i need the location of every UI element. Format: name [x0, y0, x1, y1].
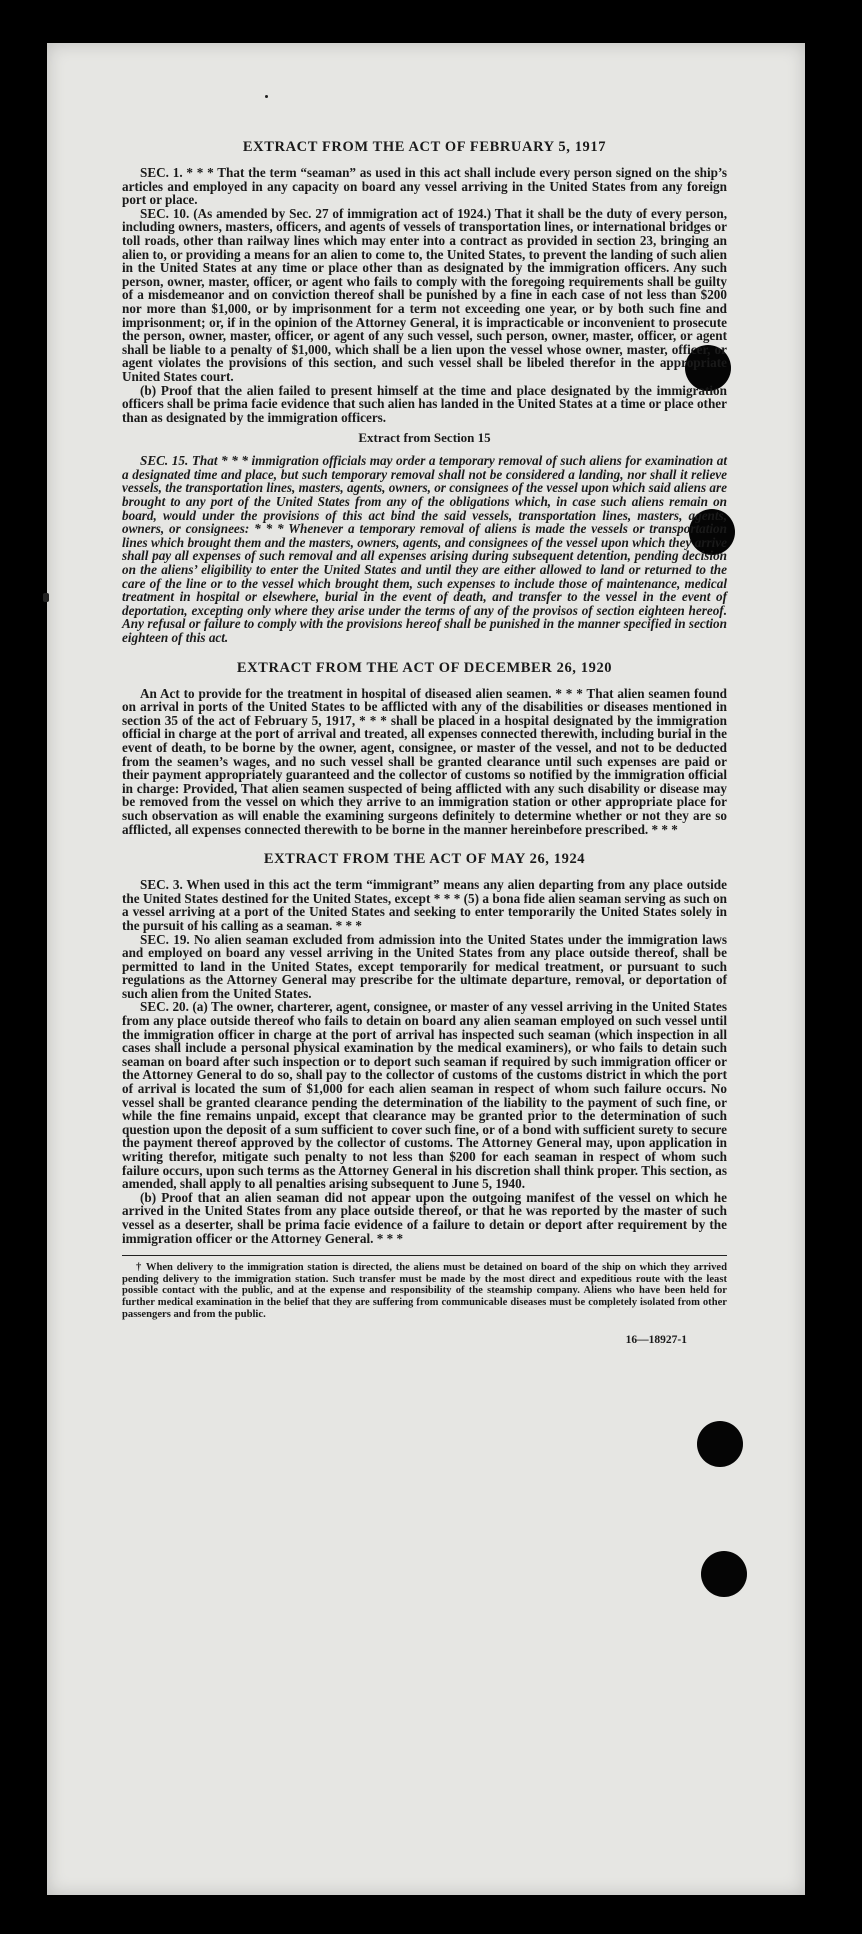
- subheading-section-15: Extract from Section 15: [358, 430, 491, 446]
- paragraph-1924-sec19: SEC. 19. No alien seaman excluded from admission into the United States under the immigration laws and employed on board any vessel arriving in the United States from any place outside thereof, shall be permitted to land in the United States, except temporarily for medical treatment, or pursuant to such regulations as the Attorney General may prescribe for the ultimate departure, removal, or deportation of such alien from the United States.: [122, 931, 727, 1001]
- document-body: [122, 138, 727, 1346]
- punch-hole: [701, 1551, 747, 1597]
- document-page: [47, 43, 805, 1895]
- paragraph-1920: An Act to provide for the treatment in hospital of diseased alien seamen. * * * That alien seamen found on arrival in ports of the United States to be afflicted with any of the disabilities or diseases mentioned in section 35 of the act of February 5, 1917, * * * shall be placed in a hospital designated by the immigration official in charge at the port of arrival and treated, all expenses connected therewith, including burial in the event of death, to be borne by the owner, agent, consignee, or master of the vessel, and not to be deducted from the seamen’s wages, and no such vessel shall be granted clearance until such expenses are paid or their payment appropriately guaranteed and the collector of customs so notified by the immigration official in charge: Provided, That alien seamen suspected of being afflicted with any such disability or disease may be removed from the vessel on which they arrive to an immigration station or other appropriate place for such observation as will enable the examining surgeons definitely to determine whether or not they are so afflicted, all expenses connected therewith to be borne in the manner hereinbefore prescribed. * * *: [122, 685, 727, 837]
- footnote: † When delivery to the immigration station is directed, the aliens must be detained on board of the ship on which they arrived pending delivery to the immigration station. Such transfer must be made by the most direct and expeditious route with the least possible contact with the public, and at the expense and responsibility of the steamship company. Aliens who have been held for further medical examination in the belief that they are suffering from communicable diseases must be completely isolated from other passengers and from the public.: [122, 1255, 727, 1320]
- paragraph-1924-sec20: SEC. 20. (a) The owner, charterer, agent, consignee, or master of any vessel arriving in the United States from any place outside thereof who fails to detain on board any alien seaman employed on such vessel until the immigration officer in charge at the port of arrival has inspected such seaman (which inspection in all cases shall include a personal physical examination by the medical examiners), or who fails to detain such seaman on board after such inspection or to deport such seaman if required by such immigration officer or the Attorney General to do so, shall pay to the collector of customs of the customs district in which the port of arrival is located the sum of $1,000 for each alien seaman in respect of whom such failure occurs. No vessel shall be granted clearance pending the determination of the liability to the payment of such fine, or while the fine remains unpaid, except that clearance may be granted prior to the determination of such question upon the deposit of a sum sufficient to cover such fine, or of a bond with sufficient surety to secure the payment thereof approved by the collector of customs. The Attorney General may, upon application in writing therefor, mitigate such penalty to not less than $200 for each seaman in respect of whom such failure occurs, upon such terms as the Attorney General in his discretion shall think proper. This section, as amended, shall apply to all penalties arising subsequent to June 5, 1940.: [122, 999, 727, 1192]
- paragraph-1924-b: (b) Proof that an alien seaman did not appear upon the outgoing manifest of the vessel on which he arrived in the United States from any place outside thereof, or that he was reported by the master of such vessel as a deserter, shall be prima facie evidence of a failure to detain or deport after requirement by the immigration officer or the Attorney General. * * *: [122, 1189, 727, 1246]
- paragraph-1917-sec1: SEC. 1. * * * That the term “seaman” as used in this act shall include every person signed on the ship’s articles and employed in any capacity on board any vessel arriving in the United States from any foreign port or place.: [122, 165, 727, 208]
- page-speck: [265, 95, 268, 98]
- paragraph-1924-sec3: SEC. 3. When used in this act the term “immigrant” means any alien departing from any place outside the United States destined for the United States, except * * * (5) a bona fide alien seaman serving as such on a vessel arriving at a port of the United States and seeking to enter temporarily the United States solely in the pursuit of his calling as a seaman. * * *: [122, 877, 727, 933]
- punch-hole: [697, 1421, 743, 1467]
- section-heading-1917: EXTRACT FROM THE ACT OF FEBRUARY 5, 1917: [242, 139, 607, 155]
- paragraph-1917-sec10: SEC. 10. (As amended by Sec. 27 of immigration act of 1924.) That it shall be the duty of every person, including owners, masters, officers, and agents of vessels of transportation lines, or international bridges or toll roads, other than railway lines which may enter into a contract as provided in section 23, bringing an alien to, or providing a means for an alien to come to, the United States, to prevent the landing of such alien in the United States at any time or place other than as designated by the immigration officers. Any such person, owner, master, officer, or agent who fails to comply with the foregoing requirements shall be guilty of a misdemeanor and on conviction thereof shall be punished by a fine in each case of not less than $200 nor more than $1,000, or by imprisonment for a term not exceeding one year, or by both such fine and imprisonment; or, if in the opinion of the Attorney General, it is impracticable or inconvenient to prosecute the person, owner, master, officer, or agent of any such vessel, such person, owner, master, officer, or agent shall be liable to a penalty of $1,000, which shall be a lien upon the vessel whose owner, master, officer, or agent violates the provisions of this section, and such vessel shall be libeled therefor in the appropriate United States court.: [122, 205, 727, 384]
- paragraph-sec15: SEC. 15. That * * * immigration officials may order a temporary removal of such aliens for examination at a designated time and place, but such temporary removal shall not be considered a landing, nor shall it relieve vessels, the transportation lines, masters, agents, owners, or consignees of the vessel upon which said aliens are brought to any port of the United States from any of the obligations which, in case such aliens remain on board, would under the provisions of this act bind the said vessels, transportation lines, masters, agents, owners, or consignees: * * * Whenever a temporary removal of aliens is made the vessels or transportation lines which brought them and the masters, owners, agents, and consignees of the vessel upon which they arrive shall pay all expenses of such removal and all expenses arising during subsequent detention, pending decision on the aliens’ eligibility to enter the United States and until they are either allowed to land or returned to the care of the line or to the vessel which brought them, such expenses to include those of maintenance, medical treatment in hospital or elsewhere, burial in the event of death, and transfer to the vessel in the event of deportation, excepting only where they arise under the terms of any of the provisos of section eighteen hereof. Any refusal or failure to comply with the provisions hereof shall be punished in the manner specified in section eighteen of this act.: [122, 453, 727, 645]
- page-speck: [43, 593, 49, 602]
- section-heading-1924: EXTRACT FROM THE ACT OF MAY 26, 1924: [263, 851, 586, 868]
- form-code: 16—18927-1: [625, 1334, 687, 1347]
- section-heading-1920: EXTRACT FROM THE ACT OF DECEMBER 26, 1920: [236, 659, 613, 676]
- paragraph-1917-b: (b) Proof that the alien failed to present himself at the time and place designated by the immigration officers shall be prima facie evidence that such alien has landed in the United States at a time or place other than as designated by the immigration officers.: [122, 382, 727, 425]
